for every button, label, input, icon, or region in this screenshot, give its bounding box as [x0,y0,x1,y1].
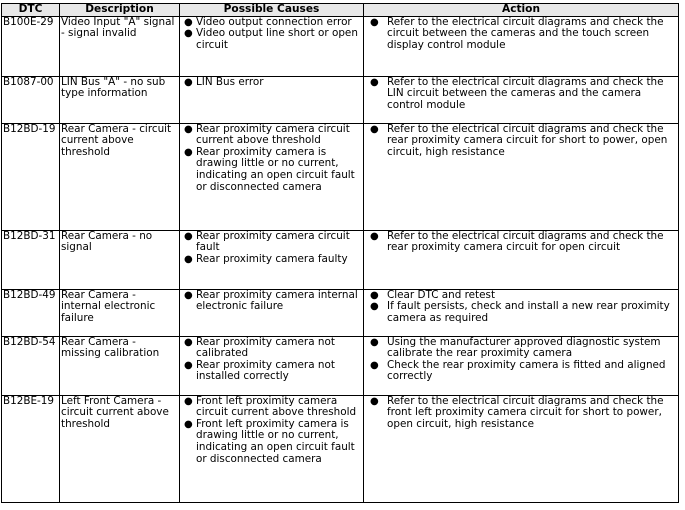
action-item: ● Refer to the electrical circuit diagrams and check the circuit between the cameras and the touch screen display control module [370,16,664,51]
action-item: ● Refer to the electrical circuit diagrams and check the rear proximity camera circuit for open circuit [370,230,664,254]
dtc-description: Left Front Camera - circuit current above threshold [60,395,180,502]
action-cell [364,289,679,336]
table-row [2,76,679,123]
bullet-icon: ● [184,395,193,407]
bullet-icon: ● [370,230,379,242]
cause-item: ● Rear proximity camera not installed correctly [184,358,335,383]
cause-item: ● Video output line short or open circuit [184,27,358,51]
dtc-code: B1087-00 [2,76,60,123]
bullet-icon: ● [370,123,379,135]
cause-item: ● LIN Bus error [184,76,264,88]
cause-item: ● Front left proximity camera is drawing little or no current, indicating an open circuit fault or disconnected camera [184,417,355,465]
cause-item: ● Rear proximity camera circuit current above threshold [184,123,350,147]
dtc-code: B12BD-31 [2,230,60,289]
cause-item: ● Rear proximity camera circuit fault [184,230,350,254]
action-cell [364,230,679,289]
header-dtc: DTC [2,4,60,17]
dtc-description: Rear Camera - circuit current above threshold [60,123,180,230]
action-cell [364,336,679,395]
bullet-icon: ● [184,253,193,265]
bullet-icon: ● [184,146,193,158]
header-row [2,4,679,17]
action-cell [364,395,679,502]
header-description: Description [60,4,180,17]
table-row [2,16,679,76]
bullet-icon: ● [370,359,379,371]
bullet-icon: ● [370,336,379,348]
action-item: ● If fault persists, check and install a new rear proximity camera as required [370,300,670,324]
dtc-table-wrapper [1,3,679,503]
cause-item: ● Rear proximity camera internal electronic failure [184,289,358,313]
table-row [2,123,679,230]
action-cell [364,123,679,230]
dtc-table [1,3,679,503]
cause-item: ● Rear proximity camera faulty [184,252,348,265]
dtc-description: Rear Camera - no signal [60,230,180,289]
bullet-icon: ● [184,16,193,28]
table-row [2,230,679,289]
dtc-code: B12BE-19 [2,395,60,502]
cause-item: ● Video output connection error [184,16,352,28]
action-item: ● Check the rear proximity camera is fitted and aligned correctly [370,358,666,383]
action-item: ● Using the manufacturer approved diagnostic system calibrate the rear proximity camera [370,336,661,360]
dtc-code: B12BD-54 [2,336,60,395]
bullet-icon: ● [370,395,379,407]
header-possible-causes: Possible Causes [180,4,364,17]
dtc-description: Rear Camera - missing calibration [60,336,180,395]
dtc-description: LIN Bus "A" - no sub type information [60,76,180,123]
table-row [2,395,679,502]
action-item: ● Refer to the electrical circuit diagrams and check the rear proximity camera circuit for short to power, open circuit, high resistance [370,123,668,158]
possible-causes [180,289,364,336]
action-cell [364,76,679,123]
possible-causes [180,123,364,230]
table-row [2,336,679,395]
cause-item: ● Rear proximity camera is drawing little or no current, indicating an open circuit fault or disconnected camera [184,145,355,193]
action-item: ● Refer to the electrical circuit diagrams and check the LIN circuit between the cameras and the camera control module [370,76,664,111]
bullet-icon: ● [184,230,193,242]
bullet-icon: ● [370,76,379,88]
header-action: Action [364,4,679,17]
action-item: ● Clear DTC and retest [370,289,496,301]
dtc-code: B100E-29 [2,16,60,76]
bullet-icon: ● [370,16,379,28]
bullet-icon: ● [184,336,193,348]
bullet-icon: ● [184,76,193,88]
possible-causes [180,16,364,76]
possible-causes [180,395,364,502]
bullet-icon: ● [184,418,193,430]
possible-causes [180,76,364,123]
dtc-code: B12BD-49 [2,289,60,336]
bullet-icon: ● [370,301,379,313]
bullet-icon: ● [184,289,193,301]
cause-item: ● Front left proximity camera circuit current above threshold [184,395,357,419]
cause-item: ● Rear proximity camera not calibrated [184,336,335,360]
bullet-icon: ● [184,123,193,135]
dtc-code: B12BD-19 [2,123,60,230]
bullet-icon: ● [370,289,379,301]
dtc-description: Rear Camera - internal electronic failure [60,289,180,336]
possible-causes [180,230,364,289]
action-item: ● Refer to the electrical circuit diagrams and check the front left proximity camera circuit for short to power, open circuit, high resistance [370,395,664,430]
action-cell [364,16,679,76]
dtc-description: Video Input "A" signal - signal invalid [60,16,180,76]
possible-causes [180,336,364,395]
bullet-icon: ● [184,28,193,40]
bullet-icon: ● [184,359,193,371]
table-row [2,289,679,336]
